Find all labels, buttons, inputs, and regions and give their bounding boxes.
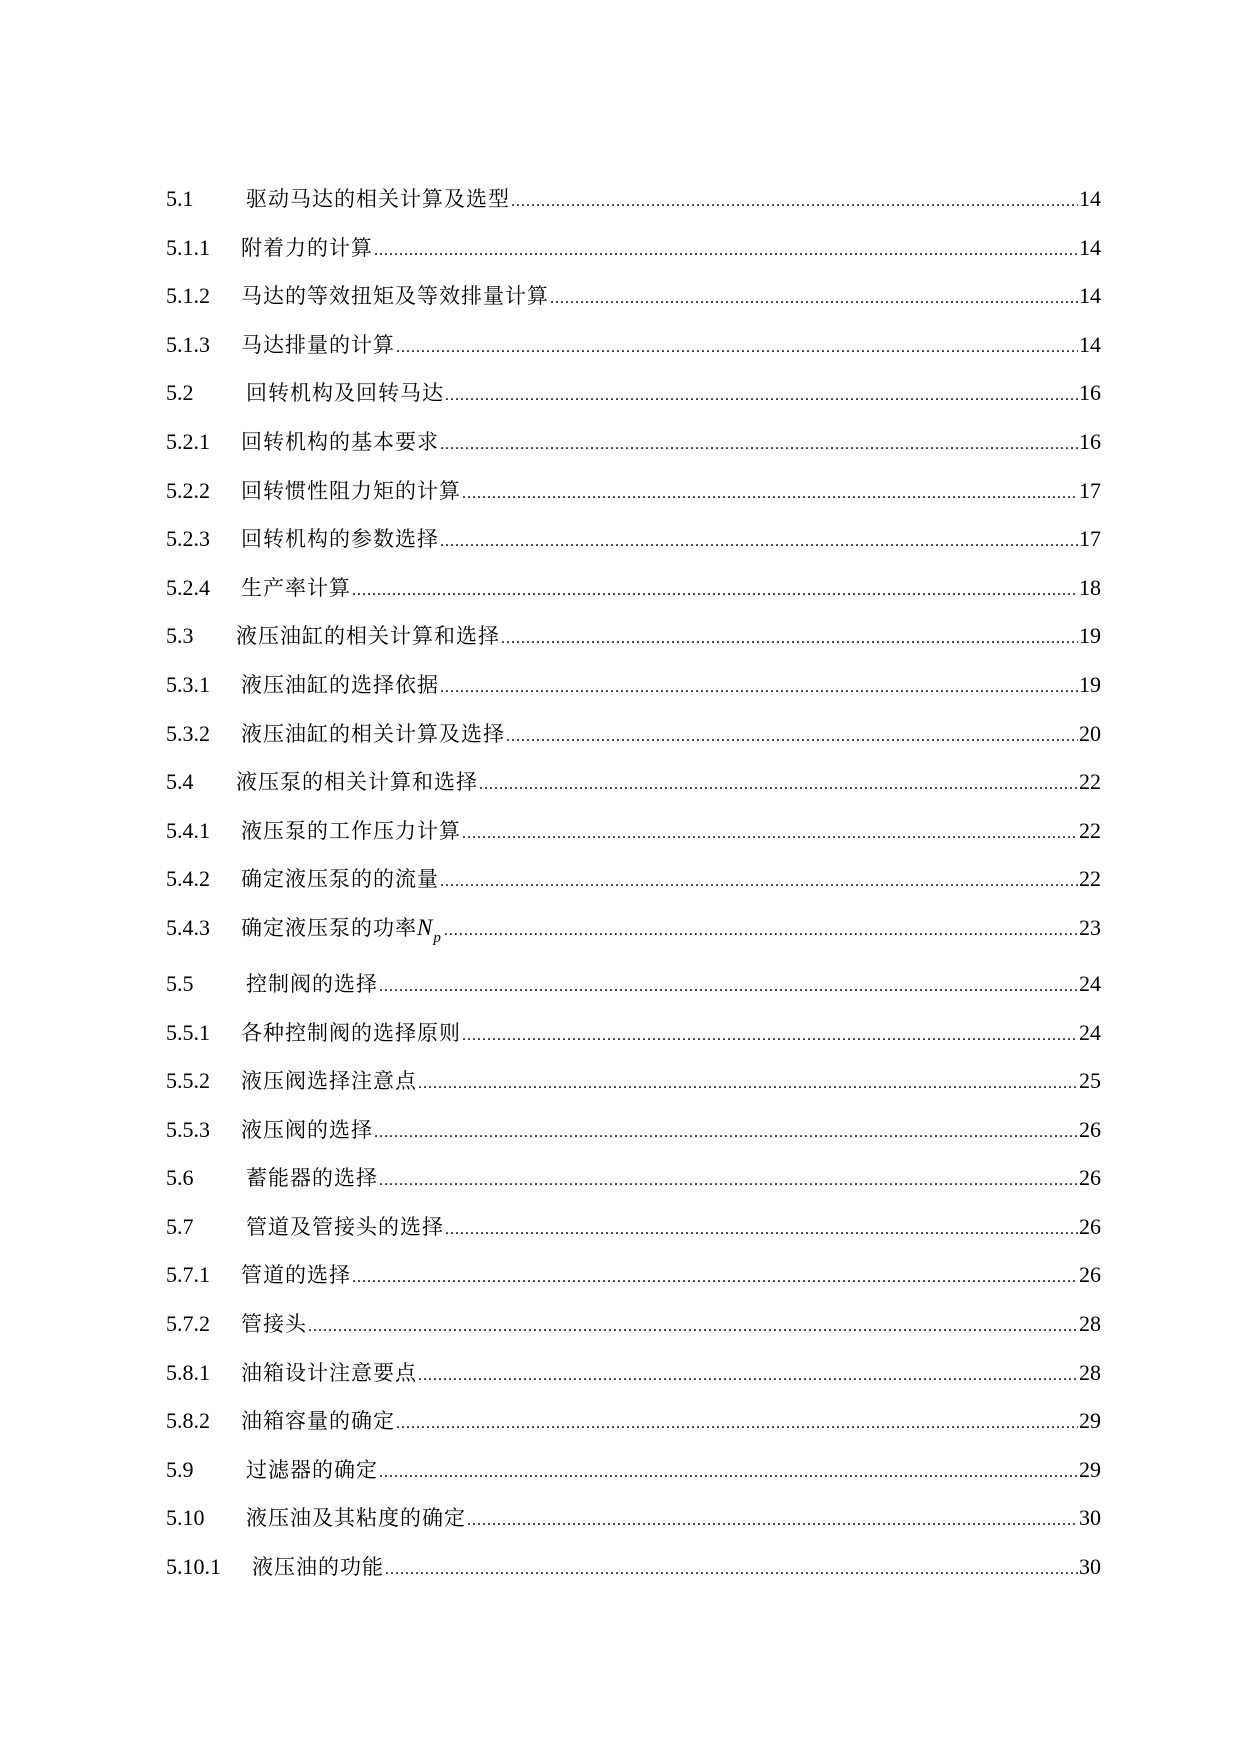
toc-entry-number: 5.5.2 [166,1068,210,1094]
toc-entry-title: 液压油的功能 [252,1555,384,1580]
toc-entry-number: 5.4.1 [166,817,210,843]
toc-entry-title: 液压泵的相关计算和选择 [236,770,478,795]
toc-entry-page: 30 [1079,1505,1101,1531]
toc-entry-title: 管接头 [241,1312,307,1337]
toc-entry[interactable] [166,1358,1101,1407]
toc-dot-leader [444,916,1078,946]
toc-entry[interactable] [166,476,1101,525]
toc-entry-page: 17 [1079,477,1101,503]
toc-entry-number: 5.5 [166,970,194,996]
toc-entry-title: 回转机构的基本要求 [241,429,439,454]
toc-dot-leader [550,284,1078,314]
toc-entry-number: 5.10.1 [166,1554,221,1580]
toc-entry-number: 5.2.3 [166,526,210,552]
toc-entry-title: 驱动马达的相关计算及选型 [246,187,510,211]
toc-entry[interactable] [166,719,1101,768]
toc-entry-number: 5.1.2 [166,283,210,309]
toc-dot-leader [352,576,1078,606]
toc-dot-leader [440,673,1078,703]
toc-dot-leader [379,1166,1078,1196]
toc-entry-page: 16 [1079,428,1101,454]
toc-dot-leader [440,527,1078,557]
toc-dot-leader [506,722,1078,752]
power-symbol-subscript: p [433,929,441,946]
toc-entry-number: 5.3 [166,623,194,649]
toc-dot-leader [462,479,1078,509]
toc-dot-leader [462,819,1078,849]
toc-entry[interactable] [166,767,1101,816]
toc-entry-title: 蓄能器的选择 [246,1166,378,1191]
toc-dot-leader [467,1506,1078,1536]
toc-entry-number: 5.1.3 [166,331,210,357]
toc-entry-page: 22 [1079,866,1101,892]
toc-dot-leader [396,1409,1078,1439]
toc-entry-number: 5.4 [166,769,194,795]
toc-entry-title: 确定液压泵的功率 [241,915,417,940]
toc-entry-number: 5.4.3 [166,914,210,940]
toc-dot-leader [396,333,1078,363]
toc-dot-leader [374,236,1078,266]
toc-entry-title: 回转机构的参数选择 [241,527,439,552]
toc-entry-title: 液压阀的选择 [241,1117,373,1142]
toc-dot-leader [374,1118,1078,1148]
toc-dot-leader [462,1021,1078,1051]
toc-entry[interactable] [166,816,1101,865]
toc-entry[interactable] [166,1309,1101,1358]
toc-dot-leader [479,770,1078,800]
toc-entry[interactable] [166,524,1101,573]
toc-dot-leader [501,624,1078,654]
toc-entry-page: 20 [1079,720,1101,746]
toc-entry-number: 5.9 [166,1456,194,1482]
toc-entry-page: 30 [1079,1554,1101,1580]
toc-entry[interactable] [166,1552,1101,1601]
toc-entry-page: 26 [1079,1262,1101,1288]
toc-entry-title: 管道及管接头的选择 [246,1214,444,1239]
toc-entry-number: 5.5.3 [166,1116,210,1142]
toc-entry-page: 26 [1079,1116,1101,1142]
toc-entry-number: 5.10 [166,1505,205,1531]
toc-dot-leader [418,1361,1078,1391]
table-of-contents [166,184,1101,1601]
toc-dot-leader [308,1312,1078,1342]
toc-entry-title: 液压泵的工作压力计算 [241,818,461,843]
toc-entry[interactable] [166,1066,1101,1115]
toc-entry[interactable] [166,281,1101,330]
toc-dot-leader [445,1215,1078,1245]
toc-entry[interactable] [166,1163,1101,1212]
toc-entry-page: 28 [1079,1359,1101,1385]
toc-entry-number: 5.7 [166,1213,194,1239]
toc-entry[interactable] [166,969,1101,1018]
toc-entry-page: 19 [1079,671,1101,697]
toc-entry-page: 14 [1079,331,1101,357]
toc-dot-leader [440,867,1078,897]
toc-entry-title: 回转机构及回转马达 [246,381,444,406]
toc-dot-leader [379,972,1078,1002]
toc-entry-title: 管道的选择 [241,1263,351,1288]
toc-entry-title: 确定液压泵的的流量 [241,867,439,892]
toc-entry-title: 各种控制阀的选择原则 [241,1020,461,1045]
toc-entry[interactable] [166,233,1101,282]
toc-entry-page: 18 [1079,574,1101,600]
toc-entry-number: 5.7.2 [166,1311,210,1337]
toc-entry[interactable] [166,913,1101,969]
toc-entry-title: 附着力的计算 [241,235,373,260]
toc-entry-page: 16 [1079,380,1101,406]
toc-entry[interactable] [166,184,1101,233]
toc-entry-number: 5.2.2 [166,477,210,503]
toc-entry[interactable] [166,1212,1101,1261]
toc-entry[interactable] [166,1018,1101,1067]
toc-entry-title: 马达的等效扭矩及等效排量计算 [241,284,549,309]
toc-entry-page: 22 [1079,817,1101,843]
toc-entry[interactable] [166,427,1101,476]
toc-entry[interactable] [166,573,1101,622]
power-symbol: N [417,914,433,940]
toc-entry-page: 23 [1079,914,1101,940]
toc-entry-title: 油箱设计注意要点 [241,1360,417,1385]
toc-entry[interactable] [166,670,1101,719]
toc-entry-page: 25 [1079,1068,1101,1094]
toc-entry[interactable] [166,1115,1101,1164]
toc-entry-title: 马达排量的计算 [241,332,395,357]
toc-entry-number: 5.4.2 [166,866,210,892]
toc-entry[interactable] [166,1260,1101,1309]
toc-entry-page: 24 [1079,970,1101,996]
toc-entry-title: 液压阀选择注意点 [241,1069,417,1094]
toc-dot-leader [385,1555,1078,1585]
toc-entry-page: 14 [1079,186,1101,211]
toc-dot-leader [418,1069,1078,1099]
toc-entry-number: 5.1.1 [166,234,210,260]
toc-entry[interactable] [166,378,1101,427]
toc-entry-page: 19 [1079,623,1101,649]
toc-entry-number: 5.1 [166,186,194,211]
toc-entry-number: 5.6 [166,1165,194,1191]
toc-entry-page: 26 [1079,1213,1101,1239]
toc-entry-page: 17 [1079,526,1101,552]
toc-entry-title: 油箱容量的确定 [241,1409,395,1434]
toc-entry[interactable] [166,864,1101,913]
toc-entry-number: 5.2 [166,380,194,406]
toc-entry-page: 14 [1079,283,1101,309]
toc-entry-title: 过滤器的确定 [246,1457,378,1482]
toc-entry-number: 5.5.1 [166,1019,210,1045]
toc-entry-page: 24 [1079,1019,1101,1045]
toc-entry[interactable] [166,1455,1101,1504]
toc-entry-title: 液压油及其粘度的确定 [246,1506,466,1531]
toc-entry-title: 液压油缸的选择依据 [241,672,439,697]
toc-entry-page: 29 [1079,1456,1101,1482]
toc-entry[interactable] [166,330,1101,379]
toc-entry-title: 回转惯性阻力矩的计算 [241,478,461,503]
toc-entry-title: 液压油缸的相关计算及选择 [241,721,505,746]
toc-entry[interactable] [166,1406,1101,1455]
toc-entry-page: 29 [1079,1408,1101,1434]
toc-entry-page: 28 [1079,1311,1101,1337]
toc-entry-number: 5.3.1 [166,671,210,697]
toc-entry-title: 液压油缸的相关计算和选择 [236,624,500,649]
toc-entry[interactable] [166,621,1101,670]
toc-entry[interactable] [166,1503,1101,1552]
toc-entry-number: 5.8.2 [166,1408,210,1434]
toc-dot-leader [440,430,1078,460]
toc-entry-page: 22 [1079,769,1101,795]
toc-dot-leader [445,381,1078,411]
toc-dot-leader [352,1263,1078,1293]
toc-dot-leader [511,187,1078,217]
toc-dot-leader [379,1458,1078,1488]
toc-entry-number: 5.2.4 [166,574,210,600]
toc-entry-title: 生产率计算 [241,575,351,600]
toc-entry-number: 5.2.1 [166,428,210,454]
toc-entry-number: 5.8.1 [166,1359,210,1385]
toc-entry-page: 14 [1079,234,1101,260]
toc-entry-page: 26 [1079,1165,1101,1191]
toc-entry-number: 5.3.2 [166,720,210,746]
toc-entry-title: 控制阀的选择 [246,971,378,996]
toc-entry-number: 5.7.1 [166,1262,210,1288]
